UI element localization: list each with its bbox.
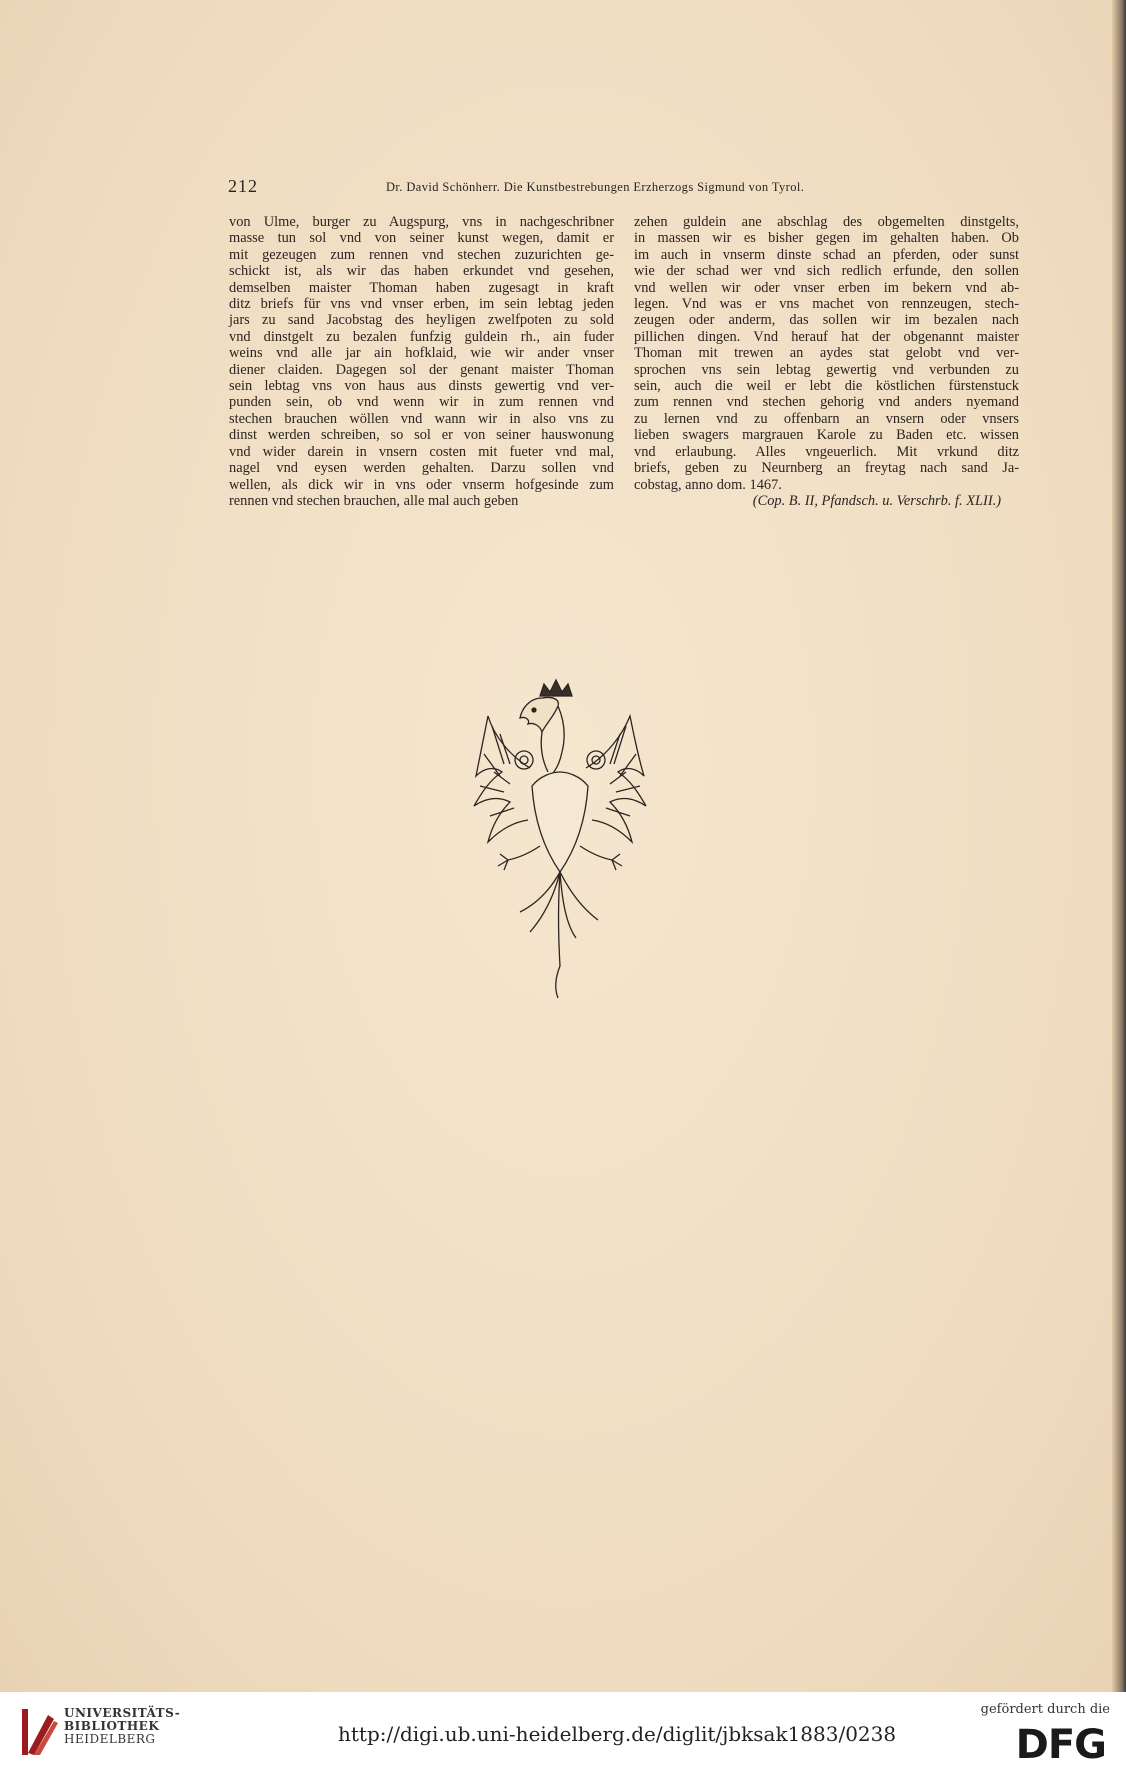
text-line: von Ulme, burger zu Augspurg, vns in nachgeschribner: [229, 214, 614, 230]
text-line: vnd wellen wir oder vnser erben im bekern vnd ab-: [634, 279, 1019, 296]
library-line-2: BIBLIOTHEK: [64, 1719, 160, 1733]
text-line: cobstag, anno dom. 1467.: [634, 476, 782, 493]
text-line: im auch in vnserm dinste schad an pferden, oder sunst: [634, 246, 1019, 263]
left-text-column: [229, 214, 614, 509]
text-line: wellen, als dick wir in vns oder vnserm hofgesinde zum: [229, 476, 614, 493]
running-title: Dr. David Schönherr. Die Kunstbestrebungen Erzherzogs Sigmund von Tyrol.: [386, 180, 805, 194]
text-line: sein lebtag vns von haus aus dinsts gewertig vnd ver-: [229, 378, 614, 395]
university-library-logo-icon[interactable]: [20, 1705, 60, 1759]
right-text-column: [634, 214, 1019, 509]
text-line: nagel vnd eysen werden gehalten. Darzu sollen vnd: [229, 460, 614, 477]
dfg-logo[interactable]: DFG: [1015, 1722, 1106, 1768]
library-line-3: HEIDELBERG: [64, 1732, 156, 1746]
text-line: sprochen vns sein lebtag gewertig vnd verbunden zu: [634, 361, 1019, 378]
text-line: wie der schad wer vnd sich redlich erfunde, den sollen: [634, 263, 1019, 280]
text-line: jars zu sand Jacobstag des heyligen zwelfpoten zu sold: [229, 312, 614, 329]
text-line: weins vnd alle jar ain hofklaid, wie wir ander vnser: [229, 345, 614, 362]
page-edge: [1112, 0, 1126, 1692]
text-line: ditz briefs für vns vnd vnser erben, im sein lebtag jeden: [229, 296, 614, 313]
text-line: vnd wider darein in vnsern costen mit fueter vnd mal,: [229, 443, 614, 460]
text-line: demselben maister Thoman haben zugesagt in kraft: [229, 279, 614, 296]
text-line: masse tun sol vnd von seiner kunst wegen, damit er: [229, 230, 614, 247]
text-line: Thoman mit trewen an aydes stat gelobt vnd ver-: [634, 345, 1019, 362]
text-line: vnd erlaubung. Alles vngeuerlich. Mit vrkund ditz: [634, 443, 1019, 460]
text-line: dinst werden schreiben, so sol er von seiner hauswonung: [229, 427, 614, 444]
text-line: zum rennen vnd stechen gehorig vnd anders nyemand: [634, 394, 1019, 411]
text-line: sein, auch die weil er lebt die köstlichen fürstenstuck: [634, 378, 1019, 395]
text-line: zeugen oder anderm, das sollen wir im bezalen nach: [634, 312, 1019, 329]
text-line: zehen guldein ane abschlag des obgemelten dinstgelts,: [634, 214, 1019, 230]
text-line: zu lernen vnd zu offenbarn an vnsern oder vnsers: [634, 410, 1019, 427]
permalink-url[interactable]: http://digi.ub.uni-heidelberg.de/diglit/jbksak1883/0238: [338, 1722, 897, 1746]
text-line: vnd dinstgelt zu bezalen funfzig guldein rh., ain fuder: [229, 328, 614, 345]
eagle-emblem-icon: [470, 676, 670, 1016]
text-line: punden sein, ob vnd wenn wir in zum rennen vnd: [229, 394, 614, 411]
text-line: stechen brauchen wöllen vnd wann wir in also vns zu: [229, 410, 614, 427]
library-line-1: UNIVERSITÄTS-: [64, 1706, 181, 1720]
text-line: pillichen dingen. Vnd herauf hat der obgenannt maister: [634, 328, 1019, 345]
text-line: mit gezeugen zum rennen vnd stechen zuzurichten ge-: [229, 246, 614, 263]
text-line: schickt ist, als wir das haben erkundet vnd gesehen,: [229, 263, 614, 280]
text-line: legen. Vnd was er vns machet von rennzeugen, stech-: [634, 296, 1019, 313]
page-header: [228, 176, 1076, 202]
source-citation: (Cop. B. II, Pfandsch. u. Verschrb. f. XLII.): [752, 492, 1001, 509]
text-line: diener claiden. Dagegen sol der genant maister Thoman: [229, 361, 614, 378]
library-name[interactable]: [64, 1707, 180, 1746]
text-line: in massen wir es bisher gegen im gehalten haben. Ob: [634, 230, 1019, 247]
page-number: 212: [228, 176, 258, 196]
text-line: rennen vnd stechen brauchen, alle mal auch geben: [229, 492, 519, 509]
text-line: briefs, geben zu Neurnberg an freytag nach sand Ja-: [634, 460, 1019, 477]
funding-label: gefördert durch die: [980, 1702, 1110, 1717]
text-line: lieben swagers margrauen Karole zu Baden etc. wissen: [634, 427, 1019, 444]
